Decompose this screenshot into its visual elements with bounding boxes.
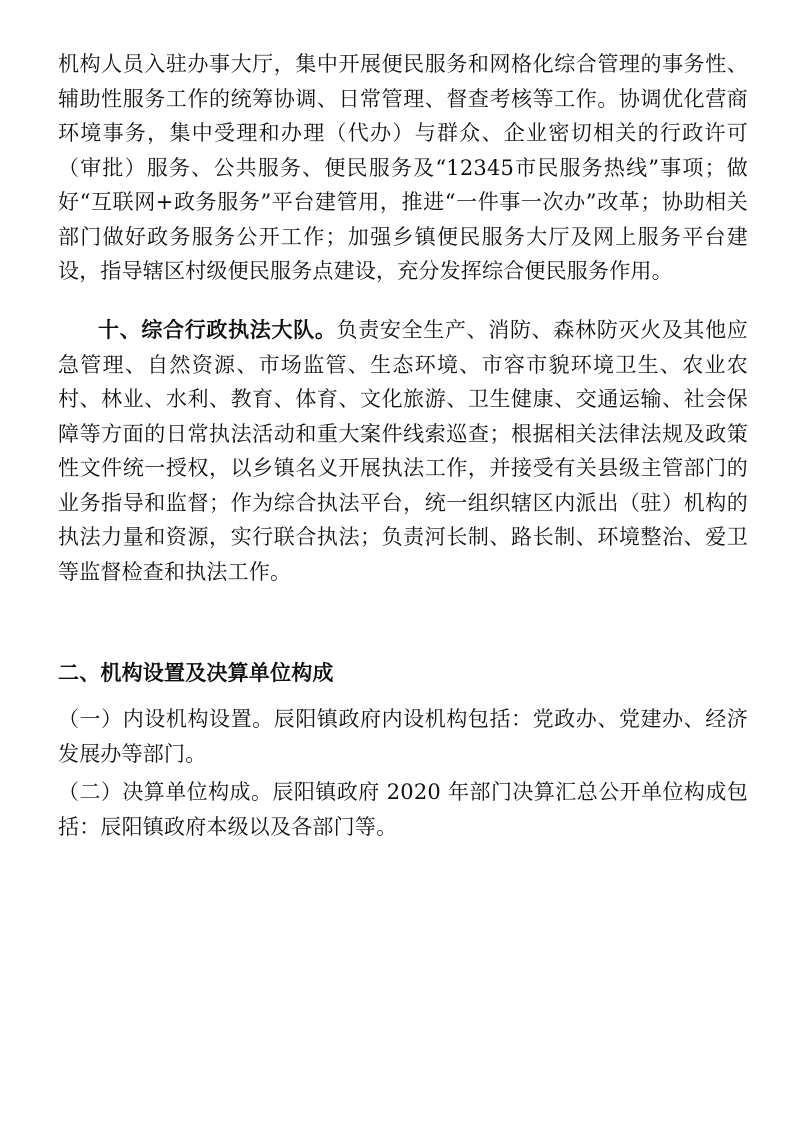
- item-10-title: 十、综合行政执法大队。: [98, 317, 337, 342]
- continued-paragraph: 机构人员入驻办事大厅，集中开展便民服务和网格化综合管理的事务性、辅助性服务工作的统筹协调、日常管理、督查考核等工作。协调优化营商环境事务，集中受理和办理（代办）与群众、企业密切相关的行政许可（审批）服务、公共服务、便民服务及“12345市民服务热线”事项；做好“互联网+政务服务”平台建管用，推进“一件事一次办”改革；协助相关部门做好政务服务公开工作；加强乡镇便民服务大厅及网上服务平台建设，指导辖区村级便民服务点建设，充分发挥综合便民服务作用。: [58, 52, 748, 283]
- subsection-internal-structure: （一）内设机构设置。辰阳镇政府内设机构包括：党政办、党建办、经济发展办等部门。: [58, 707, 748, 766]
- item-10-paragraph: [58, 313, 748, 589]
- section-2-heading: 二、机构设置及决算单位构成: [58, 660, 334, 685]
- subsection-budget-units: （二）决算单位构成。辰阳镇政府 2020 年部门决算汇总公开单位构成包括：辰阳镇政府本级以及各部门等。: [58, 780, 748, 839]
- item-10-body: 负责安全生产、消防、森林防灭火及其他应急管理、自然资源、市场监管、生态环境、市容市貌环境卫生、农业农村、林业、水利、教育、体育、文化旅游、卫生健康、交通运输、社会保障等方面的日常执法活动和重大案件线索巡查；根据相关法律法规及政策性文件统一授权，以乡镇名义开展执法工作，并接受有关县级主管部门的业务指导和监督；作为综合执法平台，统一组织辖区内派出（驻）机构的执法力量和资源，实行联合执法；负责河长制、路长制、环境整治、爱卫等监督检查和执法工作。: [58, 318, 748, 584]
